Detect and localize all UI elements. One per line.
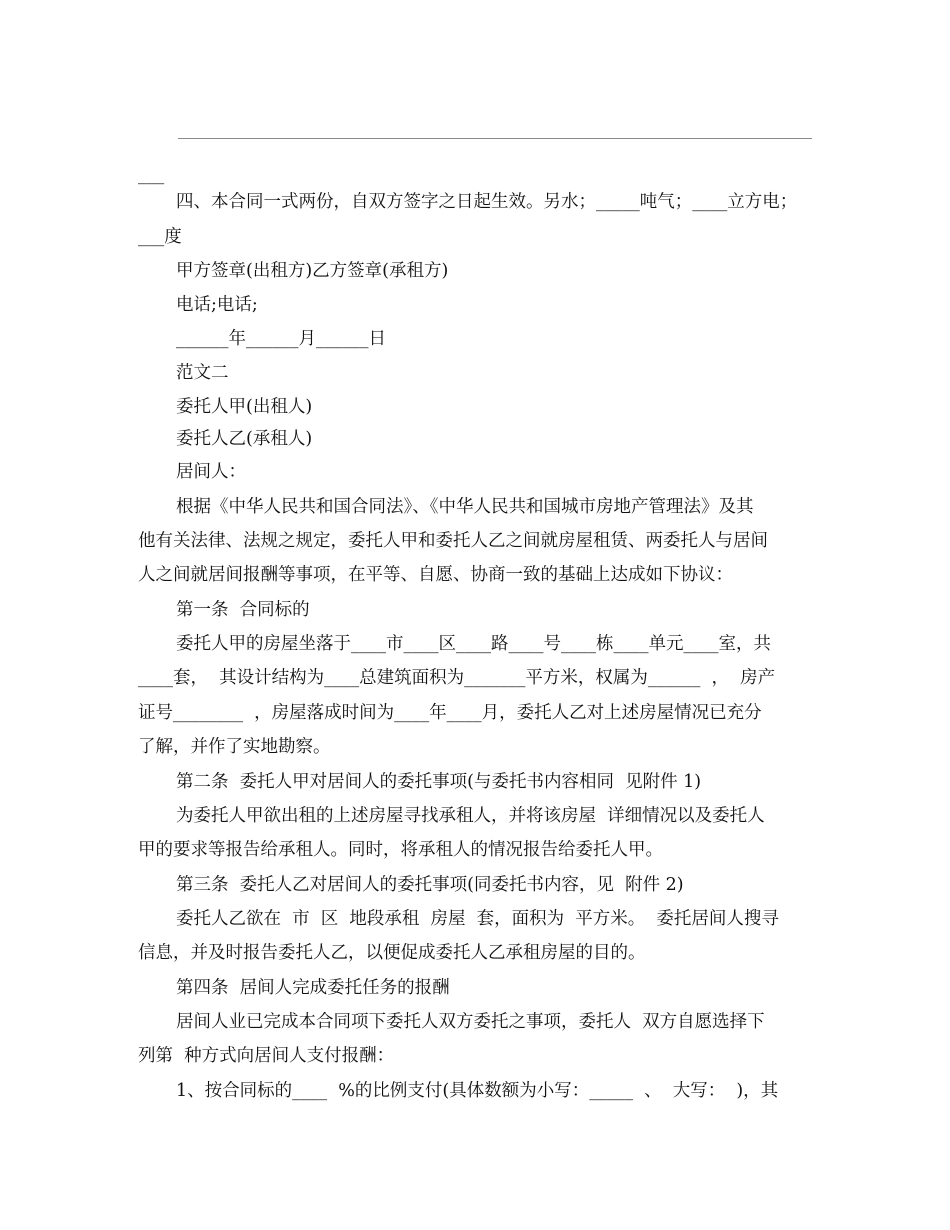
- date-line: ______年______月______日: [176, 329, 386, 349]
- text-line: ___度: [138, 227, 182, 247]
- text-line: 居间人业已完成本合同项下委托人双方委托之事项，委托人 双方自愿选择下: [176, 1012, 765, 1032]
- article-heading: 第一条 合同标的: [176, 600, 310, 620]
- text-line: 四、本合同一式两份，自双方签字之日起生效。另水；_____吨气；____立方电；: [176, 192, 798, 212]
- text-line: ___: [138, 165, 165, 185]
- text-line: 甲的要求等报告给承租人。同时，将承租人的情况报告给委托人甲。: [138, 840, 663, 860]
- text-line: 人之间就居间报酬等事项，在平等、自愿、协商一致的基础上达成如下协议：: [138, 565, 733, 585]
- party-a-line: 委托人甲(出租人): [176, 397, 313, 417]
- signature-line: 甲方签章(出租方)乙方签章(承租方): [176, 261, 449, 281]
- header-rule: [178, 138, 812, 139]
- party-b-line: 委托人乙(承租人): [176, 429, 313, 449]
- text-line: 了解，并作了实地勘察。: [138, 737, 331, 757]
- phone-line: 电话;电话;: [176, 295, 258, 315]
- text-line: 证号________ ，房屋落成时间为____年____月，委托人乙对上述房屋情况已充分: [138, 703, 762, 723]
- text-line: ____套， 其设计结构为____总建筑面积为_______平方米，权属为______ ， 房产: [138, 668, 776, 688]
- text-line: 根据《中华人民共和国合同法》、《中华人民共和国城市房地产管理法》及其: [176, 497, 754, 517]
- text-line: 信息，并及时报告委托人乙，以便促成委托人乙承租房屋的目的。: [138, 943, 646, 963]
- text-line: 委托人乙欲在 市 区 地段承租 房屋 套，面积为 平方米。 委托居间人搜寻: [176, 909, 779, 929]
- section-title: 范文二: [176, 363, 229, 383]
- text-line: 为委托人甲欲出租的上述房屋寻找承租人，并将该房屋 详细情况以及委托人: [176, 806, 765, 826]
- text-line: 1、按合同标的____ %的比例支付(具体数额为小写：_____ 、 大写： )，其: [176, 1081, 779, 1101]
- text-line: 他有关法律、法规之规定，委托人甲和委托人乙之间就房屋租赁、两委托人与居间: [138, 531, 768, 551]
- text-line: 列第 种方式向居间人支付报酬：: [138, 1046, 395, 1066]
- intermediary-line: 居间人：: [176, 462, 246, 482]
- text-line: 委托人甲的房屋坐落于____市____区____路____号____栋____单元____室，共: [176, 634, 771, 654]
- article-heading: 第四条 居间人完成委托任务的报酬: [176, 978, 450, 998]
- article-heading: 第二条 委托人甲对居间人的委托事项(与委托书内容相同 见附件 1): [176, 772, 702, 792]
- article-heading: 第三条 委托人乙对居间人的委托事项(同委托书内容，见 附件 2): [176, 875, 684, 895]
